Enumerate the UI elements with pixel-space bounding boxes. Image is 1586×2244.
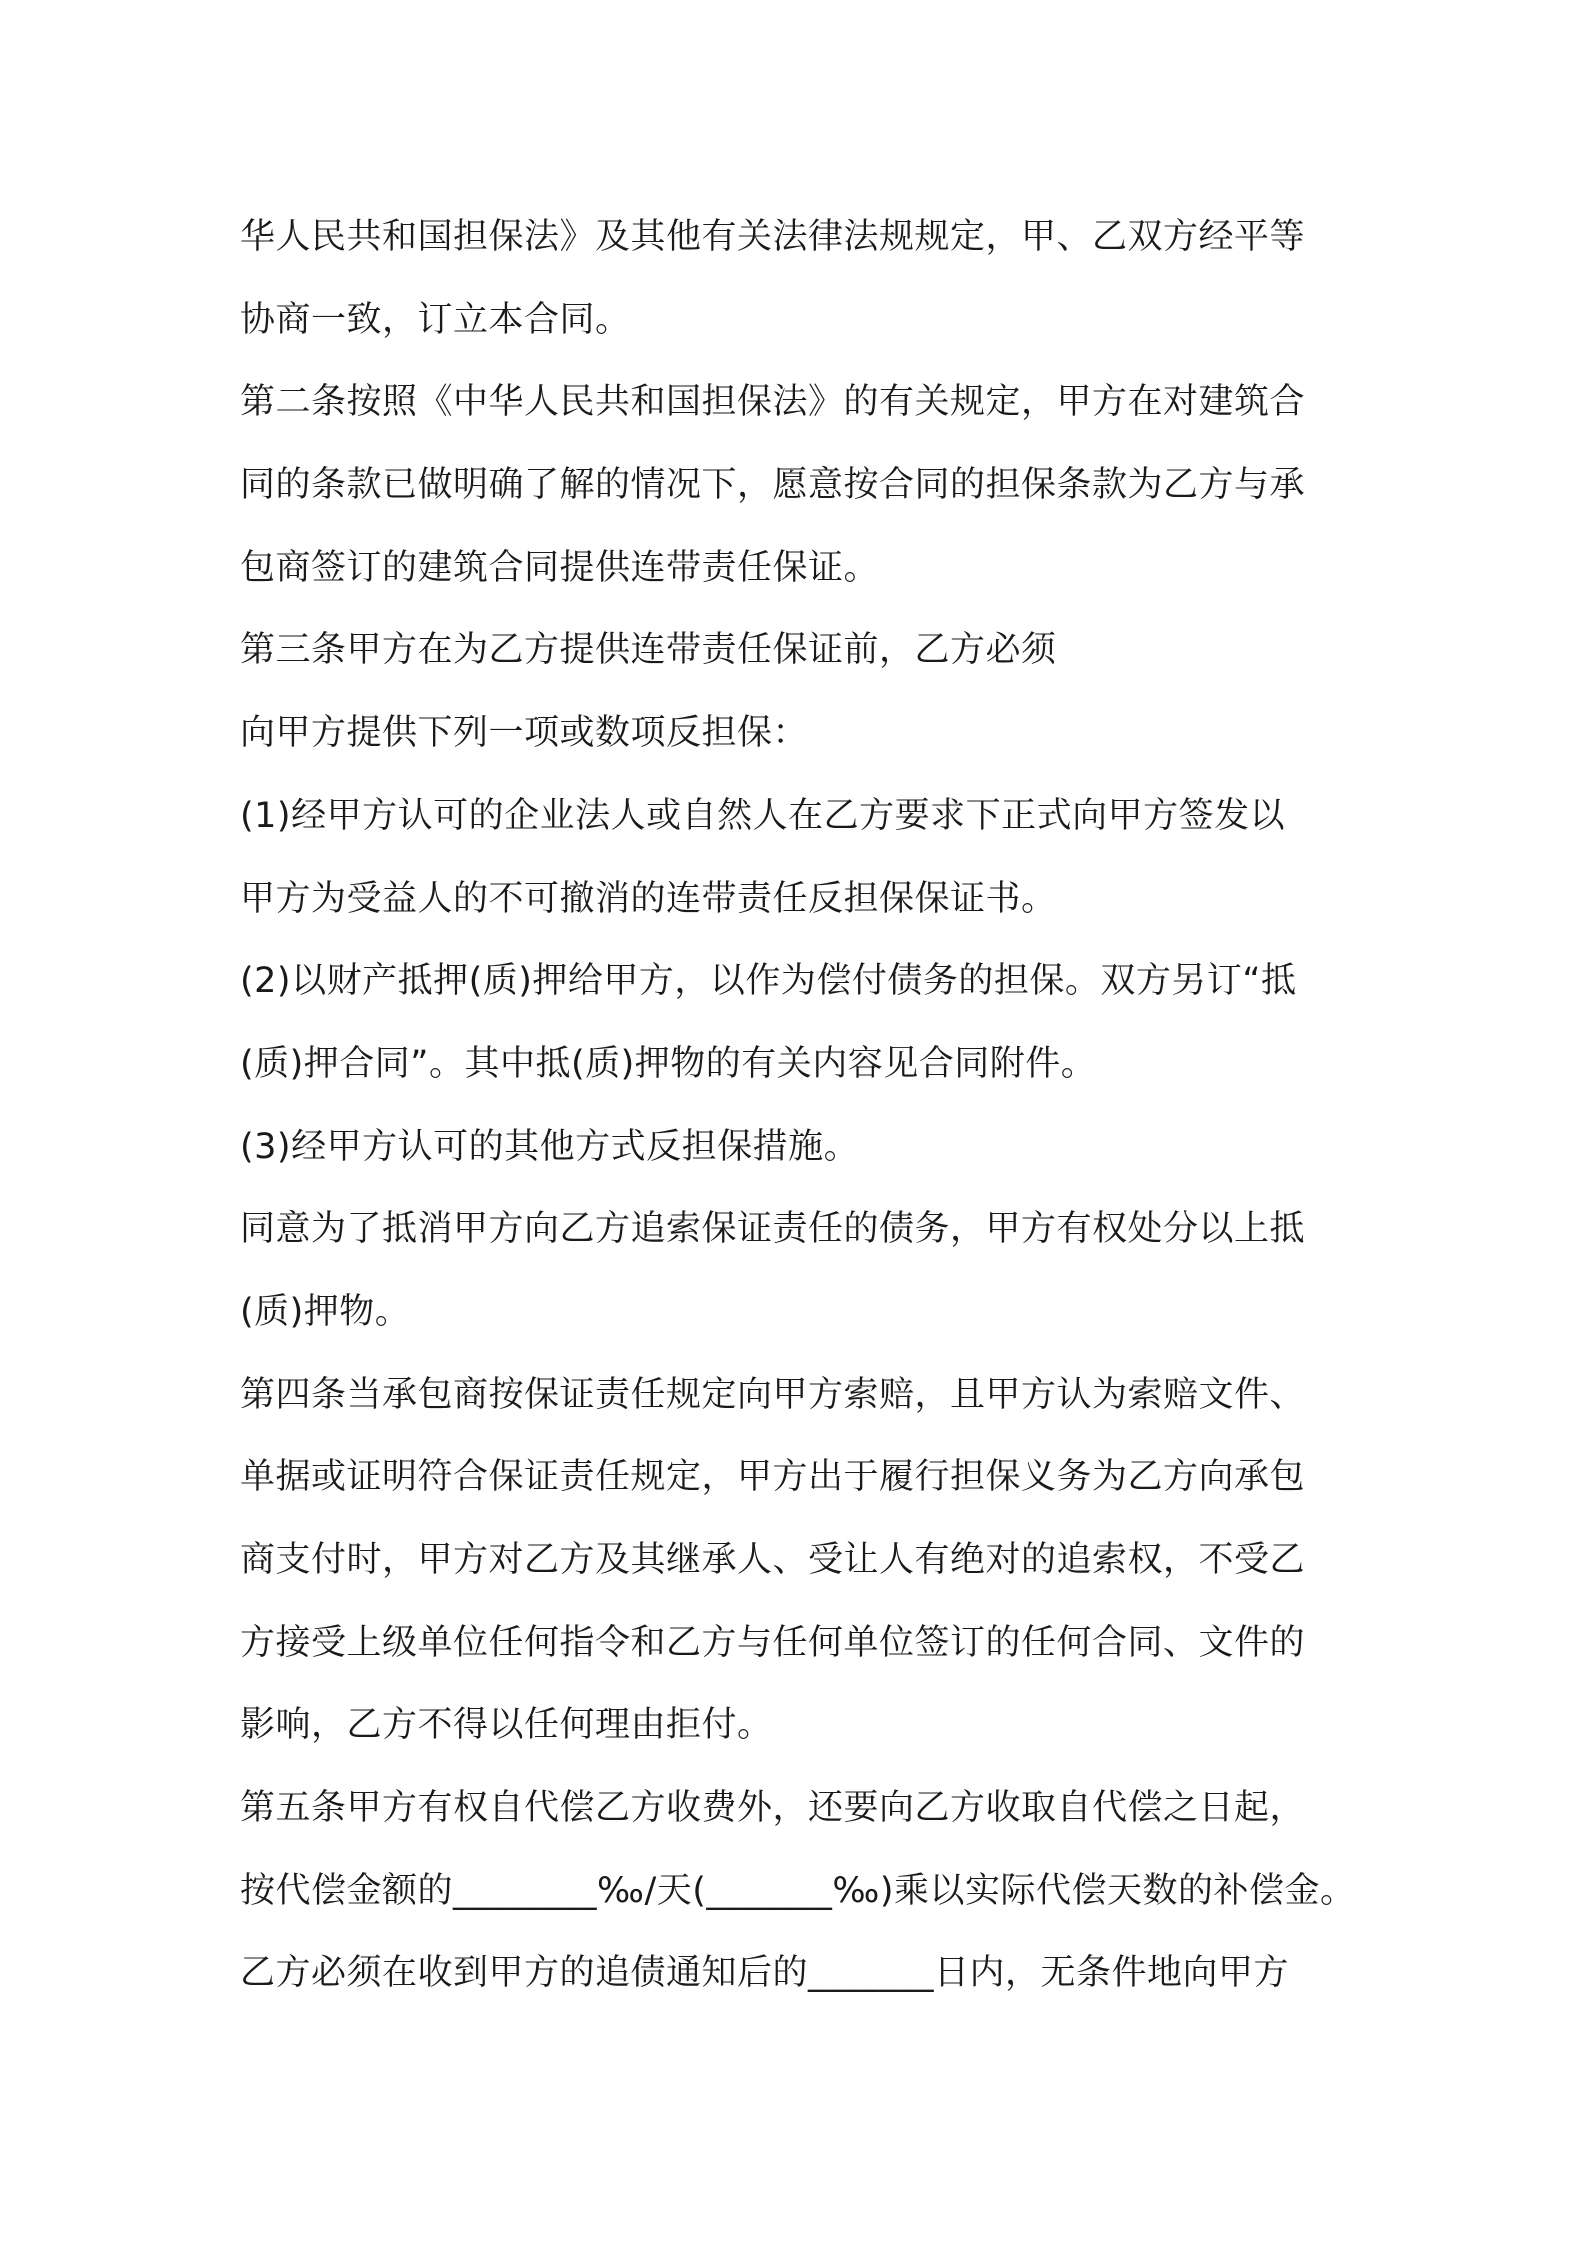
text-line: 第四条当承包商按保证责任规定向甲方索赔，且甲方认为索赔文件、: [240, 1374, 1306, 1415]
text-line: 同的条款已做明确了解的情况下，愿意按合同的担保条款为乙方与承: [240, 465, 1306, 506]
contract-body: [240, 196, 1360, 2015]
text-line: (2)以财产抵押(质)押给甲方，以作为偿付债务的担保。双方另订“抵: [240, 961, 1297, 1002]
text-line: 向甲方提供下列一项或数项反担保：: [240, 713, 809, 754]
text-line: 乙方必须在收到甲方的追债通知后的_______日内，无条件地向甲方: [240, 1953, 1290, 1994]
text-line: 单据或证明符合保证责任规定，甲方出于履行担保义务为乙方向承包: [240, 1457, 1306, 1498]
text-line: (1)经甲方认可的企业法人或自然人在乙方要求下正式向甲方签发以: [240, 795, 1286, 836]
text-line: 甲方为受益人的不可撤消的连带责任反担保保证书。: [240, 878, 1057, 919]
text-line: 商支付时，甲方对乙方及其继承人、受让人有绝对的追索权，不受乙: [240, 1540, 1306, 1580]
text-line: 第二条按照《中华人民共和国担保法》的有关规定，甲方在对建筑合: [240, 382, 1306, 423]
text-line: 影响，乙方不得以任何理由拒付。: [240, 1705, 773, 1746]
text-line: 按代偿金额的________‰/天(_______‰)乘以实际代偿天数的补偿金。: [240, 1870, 1356, 1911]
text-line: (3)经甲方认可的其他方式反担保措施。: [240, 1126, 860, 1167]
text-line: (质)押合同”。其中抵(质)押物的有关内容见合同附件。: [240, 1043, 1097, 1084]
text-line: 第五条甲方有权自代偿乙方收费外，还要向乙方收取自代偿之日起，: [240, 1788, 1306, 1829]
text-line: 包商签订的建筑合同提供连带责任保证。: [240, 547, 880, 588]
text-line: 同意为了抵消甲方向乙方追索保证责任的债务，甲方有权处分以上抵: [240, 1209, 1306, 1250]
text-line: 第三条甲方在为乙方提供连带责任保证前，乙方必须: [240, 630, 1057, 671]
text-line: 方接受上级单位任何指令和乙方与任何单位签订的任何合同、文件的: [240, 1622, 1306, 1663]
text-line: 华人民共和国担保法》及其他有关法律法规规定，甲、乙双方经平等: [240, 217, 1306, 257]
text-line: (质)押物。: [240, 1291, 411, 1332]
text-line: 协商一致，订立本合同。: [240, 299, 631, 340]
